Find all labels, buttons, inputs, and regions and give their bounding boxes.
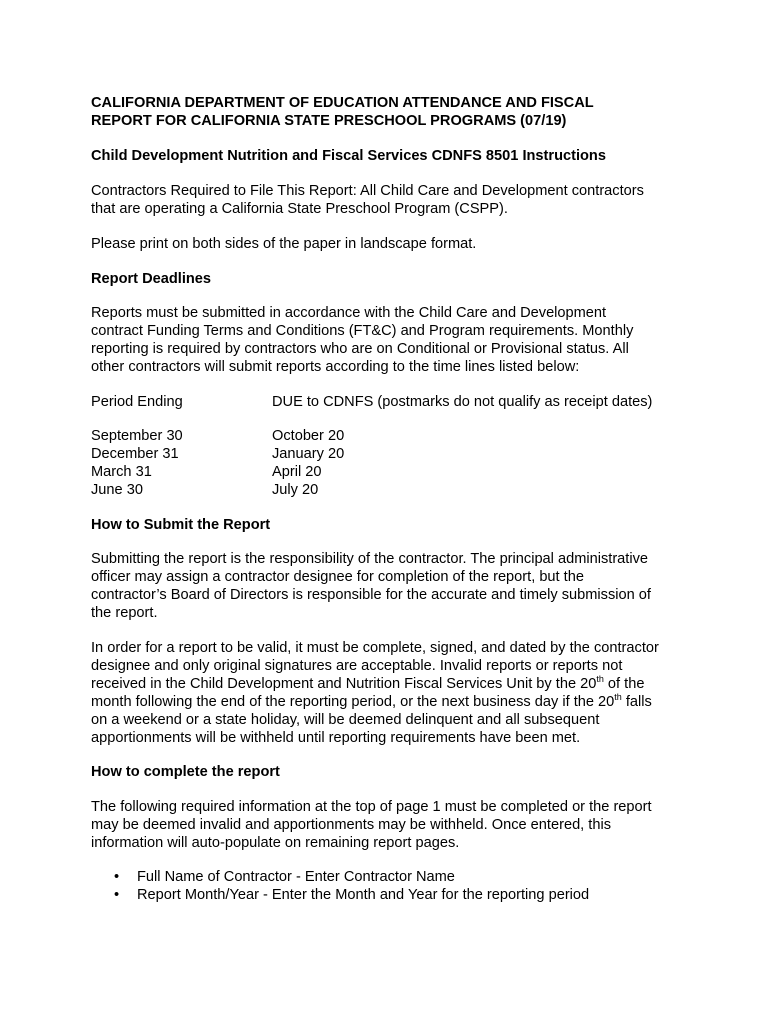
contractors-line-1: Contractors Required to File This Report: All Child Care and Development contractors [91,183,644,199]
period-cell: December 31 [91,446,179,462]
submit-p1-line-1: Submitting the report is the responsibility of the contractor. The principal administrative [91,551,648,567]
submit-p2-line-4b: falls [621,694,652,710]
submit-p2-line-3b: of the [603,676,645,692]
title-line-1: CALIFORNIA DEPARTMENT OF EDUCATION ATTENDANCE AND FISCAL [91,95,594,111]
contractors-line-2: that are operating a California State Preschool Program (CSPP). [91,201,508,217]
deadline-table-header [91,393,691,411]
due-cell: January 20 [272,446,345,462]
submit-paragraph-2 [91,639,691,747]
document-content [91,94,691,904]
deadlines-line-2: contract Funding Terms and Conditions (FT&C) and Program requirements. Monthly [91,323,634,339]
report-deadlines-heading: Report Deadlines [91,271,212,287]
bullet-icon: • [114,869,120,885]
complete-paragraph [91,798,691,852]
submit-paragraph-1 [91,550,691,622]
submit-p2-line-6: apportionments will be withheld until reporting requirements have been met. [91,730,581,746]
due-header: DUE to CDNFS (postmarks do not qualify as receipt dates) [272,394,653,410]
period-cell: June 30 [91,482,143,498]
submit-p2-line-2: designee and only original signatures are acceptable. Invalid reports or reports not [91,658,623,674]
submit-p1-line-2: officer may assign a contractor designee for completion of the report, but the [91,569,584,585]
submit-p2-line-4a: month following the end of the reporting period, or the next business day if the 20 [91,694,615,710]
period-cell: September 30 [91,428,183,444]
how-to-submit-heading: How to Submit the Report [91,517,271,533]
title-line-2: REPORT FOR CALIFORNIA STATE PRESCHOOL PROGRAMS (07/19) [91,113,567,129]
subtitle: Child Development Nutrition and Fiscal Services CDNFS 8501 Instructions [91,148,606,164]
list-item-text: Report Month/Year - Enter the Month and Year for the reporting period [137,887,590,903]
submit-p1-line-3: contractor’s Board of Directors is responsible for the accurate and timely submission of [91,587,651,603]
deadlines-line-4: other contractors will submit reports according to the time lines listed below: [91,359,580,375]
list-item [91,886,691,904]
list-item [91,868,691,886]
ordinal-superscript: th [596,674,604,685]
ordinal-superscript: th [614,692,622,703]
due-cell: July 20 [272,482,319,498]
submit-p2-line-5: on a weekend or a state holiday, will be deemed delinquent and all subsequent [91,712,600,728]
submit-p2-line-1: In order for a report to be valid, it must be complete, signed, and dated by the contractor [91,640,659,656]
required-fields-list [91,868,691,904]
period-ending-header: Period Ending [91,394,183,410]
complete-line-3: information will auto-populate on remaining report pages. [91,835,460,851]
table-row [91,427,691,445]
list-item-text: Full Name of Contractor - Enter Contractor Name [137,869,455,885]
complete-line-1: The following required information at the top of page 1 must be completed or the report [91,799,652,815]
deadline-table [91,427,691,499]
complete-line-2: may be deemed invalid and apportionments may be withheld. Once entered, this [91,817,612,833]
deadlines-line-3: reporting is required by contractors who are on Conditional or Provisional status. All [91,341,629,357]
contractors-paragraph [91,182,691,218]
deadlines-paragraph [91,304,691,376]
table-row [91,463,691,481]
period-cell: March 31 [91,464,152,480]
table-row [91,445,691,463]
deadlines-line-1: Reports must be submitted in accordance with the Child Care and Development [91,305,607,321]
submit-p1-line-4: the report. [91,605,158,621]
page-title [91,94,691,130]
submit-p2-line-3a: received in the Child Development and Nutrition Fiscal Services Unit by the 20 [91,676,597,692]
print-note: Please print on both sides of the paper in landscape format. [91,236,477,252]
how-to-complete-heading: How to complete the report [91,764,280,780]
due-cell: April 20 [272,464,322,480]
due-cell: October 20 [272,428,345,444]
table-row [91,481,691,499]
bullet-icon: • [114,887,120,903]
